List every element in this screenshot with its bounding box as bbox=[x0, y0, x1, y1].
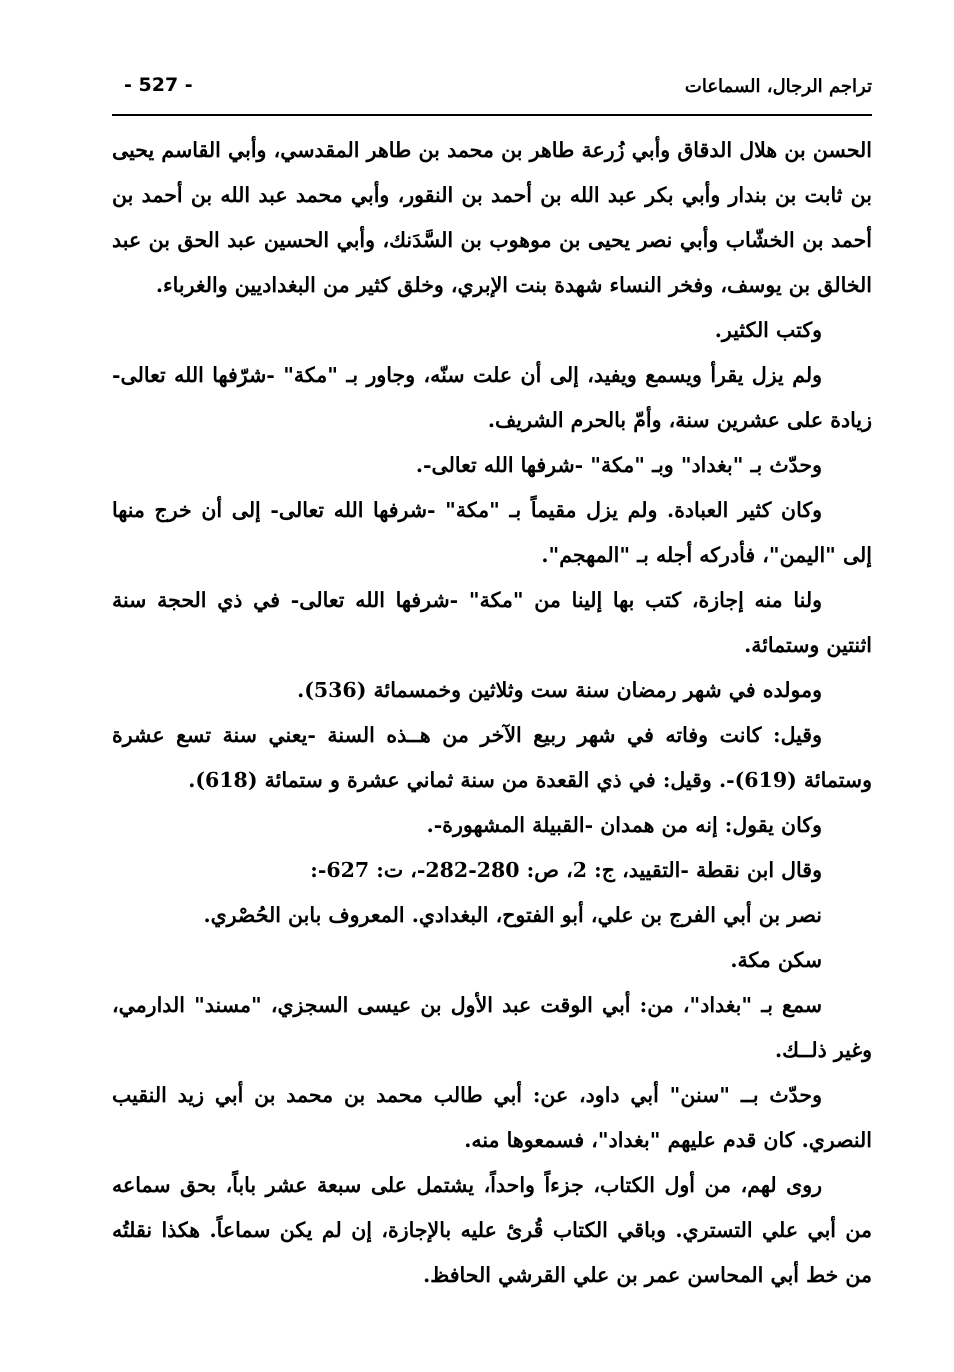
paragraph: سكن مكة. bbox=[730, 948, 822, 972]
paragraph: وقال ابن نقطة -التقييد، ج: 2، ص: 280-282-، ت: 627-: bbox=[310, 858, 822, 882]
paragraph: نصر بن أبي الفرج بن علي، أبو الفتوح، البغدادي. المعروف بابن الحُصْري. bbox=[203, 903, 822, 927]
paragraph: الحسن بن هلال الدقاق وأبي زُرعة طاهر بن محمد بن طاهر المقدسي، وأبي القاسم يحيى بن ثابت بن بندار وأبي بكر عبد الله بن أحمد بن النقور، وأبي محمد عبد الله بن أحمد بن أحمد بن الخشّاب وأبي نصر يحيى بن موهوب بن السَّدَنك، وأبي الحسين عبد الحق بن عبد الخالق بن يوسف، وفخر النساء شهدة بنت الإبري، وخلق كثير من البغداديين والغرباء. bbox=[112, 138, 872, 297]
paragraph: وكان كثير العبادة. ولم يزل مقيماً بـ "مكة" -شرفها الله تعالى- إلى أن خرج منها إلى "اليمن"، فأدركه أجله بـ "المهجم". bbox=[112, 498, 872, 567]
paragraph: وقيل: كانت وفاته في شهر ربيع الآخر من هــذه السنة -يعني سنة تسع عشرة وستمائة (619)-. وقيل: في ذي القعدة من سنة ثماني عشرة و ستمائة (618). bbox=[112, 723, 872, 792]
running-title: تراجم الرجال، السماعات bbox=[684, 76, 872, 97]
body-text bbox=[112, 128, 872, 1298]
paragraph: روى لهم، من أول الكتاب، جزءاً واحداً، يشتمل على سبعة عشر باباً، بحق سماعه من أبي علي التستري. وباقي الكتاب قُرئ عليه بالإجازة، إن لم يكن سماعاً. هكذا نقلتُه من خط أبي المحاسن عمر بن علي القرشي الحافظ. bbox=[112, 1173, 872, 1287]
page-number: - 527 - bbox=[124, 74, 193, 96]
paragraph: ومولده في شهر رمضان سنة ست وثلاثين وخمسمائة (536). bbox=[297, 678, 822, 702]
paragraph: سمع بـ "بغداد"، من: أبي الوقت عبد الأول بن عيسى السجزي، "مسند" الدارمي، وغير ذلــك. bbox=[112, 993, 872, 1062]
header-rule bbox=[112, 114, 872, 116]
paragraph: ولنا منه إجازة، كتب بها إلينا من "مكة" -شرفها الله تعالى- في ذي الحجة سنة اثنتين وستمائة. bbox=[112, 588, 872, 657]
paragraph: وكتب الكثير. bbox=[714, 318, 822, 342]
paragraph: وحدّث بــ "سنن" أبي داود، عن: أبي طالب محمد بن محمد بن أبي زيد النقيب النصري. كان قدم عليهم "بغداد"، فسمعوها منه. bbox=[112, 1083, 872, 1152]
paragraph: وحدّث بـ "بغداد" وبـ "مكة" -شرفها الله تعالى-. bbox=[415, 453, 822, 477]
paragraph: وكان يقول: إنه من همدان -القبيلة المشهورة-. bbox=[426, 813, 822, 837]
page-header bbox=[112, 68, 872, 108]
paragraph: ولم يزل يقرأ ويسمع ويفيد، إلى أن علت سنّه، وجاور بـ "مكة" -شرّفها الله تعالى- زيادة على عشرين سنة، وأمّ بالحرم الشريف. bbox=[112, 363, 872, 432]
